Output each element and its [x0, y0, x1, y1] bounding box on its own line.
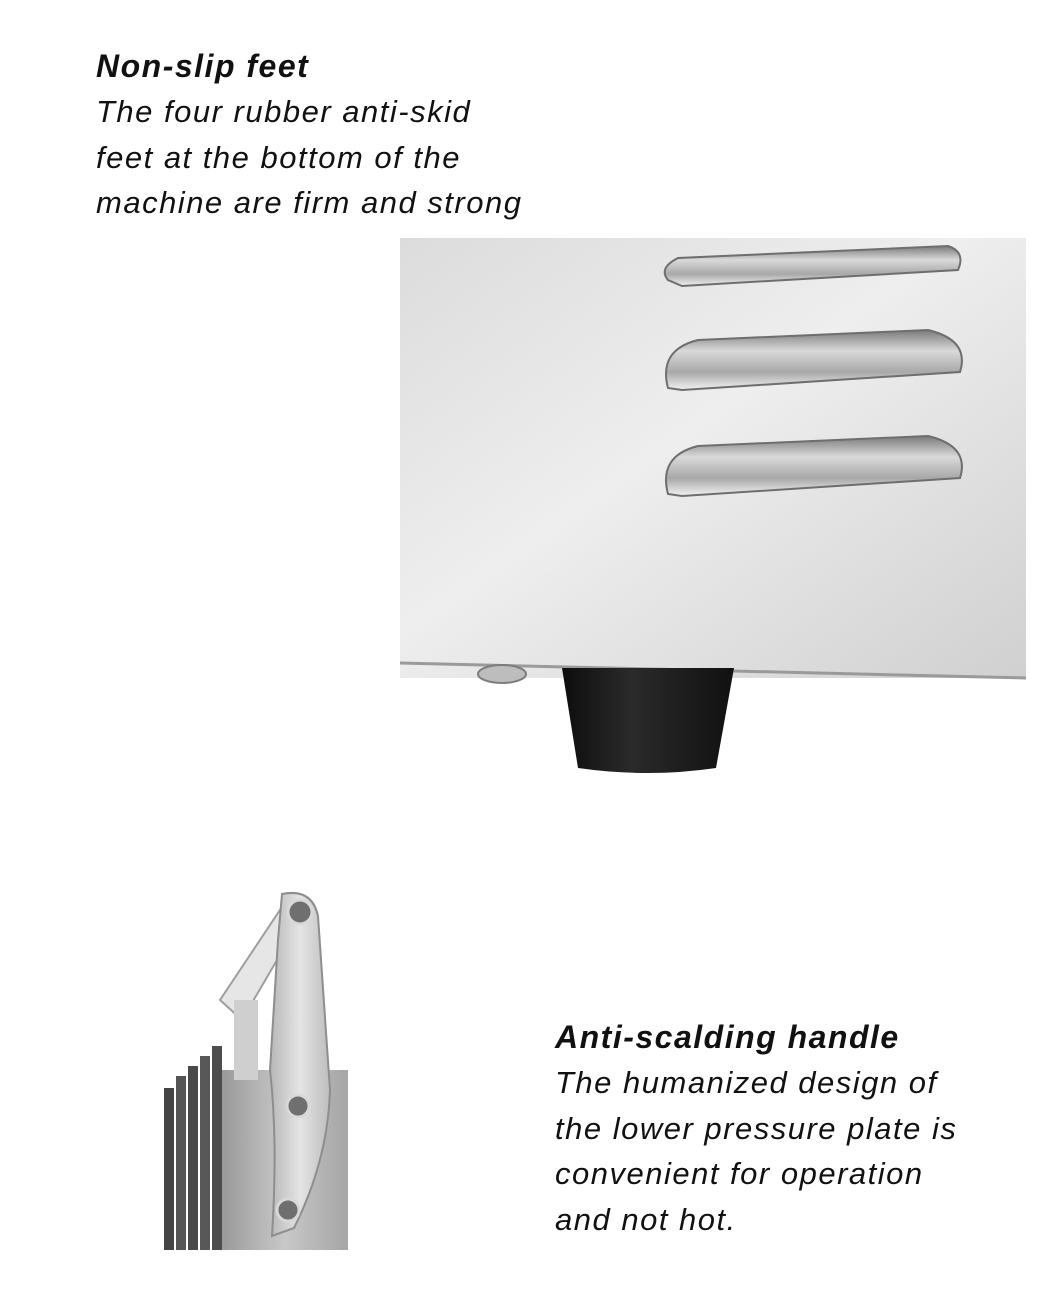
lower-screw: [277, 1199, 299, 1221]
blade-fins: [164, 1046, 222, 1250]
non-slip-feet-description-line-2: feet at the bottom of the: [96, 139, 461, 175]
anti-scalding-handle-description-line-2: the lower pressure plate is: [555, 1110, 958, 1146]
anti-scalding-handle-description-line-3: convenient for operation: [555, 1156, 924, 1191]
middle-screw: [287, 1095, 309, 1117]
upper-arm-stem: [234, 1000, 258, 1080]
rubber-foot: [562, 668, 734, 773]
anti-scalding-handle-title: Anti-scalding handle: [555, 1019, 900, 1055]
anti-scalding-handle-description-line-4: and not hot.: [555, 1201, 737, 1237]
non-slip-feet-description-line-3: machine are firm and strong: [96, 185, 523, 220]
non-slip-feet-description-line-1: The four rubber anti-skid: [96, 94, 472, 129]
anti-scalding-handle-description-line-1: The humanized design of: [555, 1065, 938, 1100]
pivot-screw: [288, 900, 312, 924]
anti-scalding-handle-section: [555, 1014, 957, 1242]
non-slip-feet-title: Non-slip feet: [96, 48, 310, 84]
non-slip-feet-section: [96, 43, 522, 226]
machine-base-photo: [400, 238, 1026, 778]
pressure-handle-photo: [160, 880, 360, 1260]
bottom-screw: [478, 665, 526, 683]
